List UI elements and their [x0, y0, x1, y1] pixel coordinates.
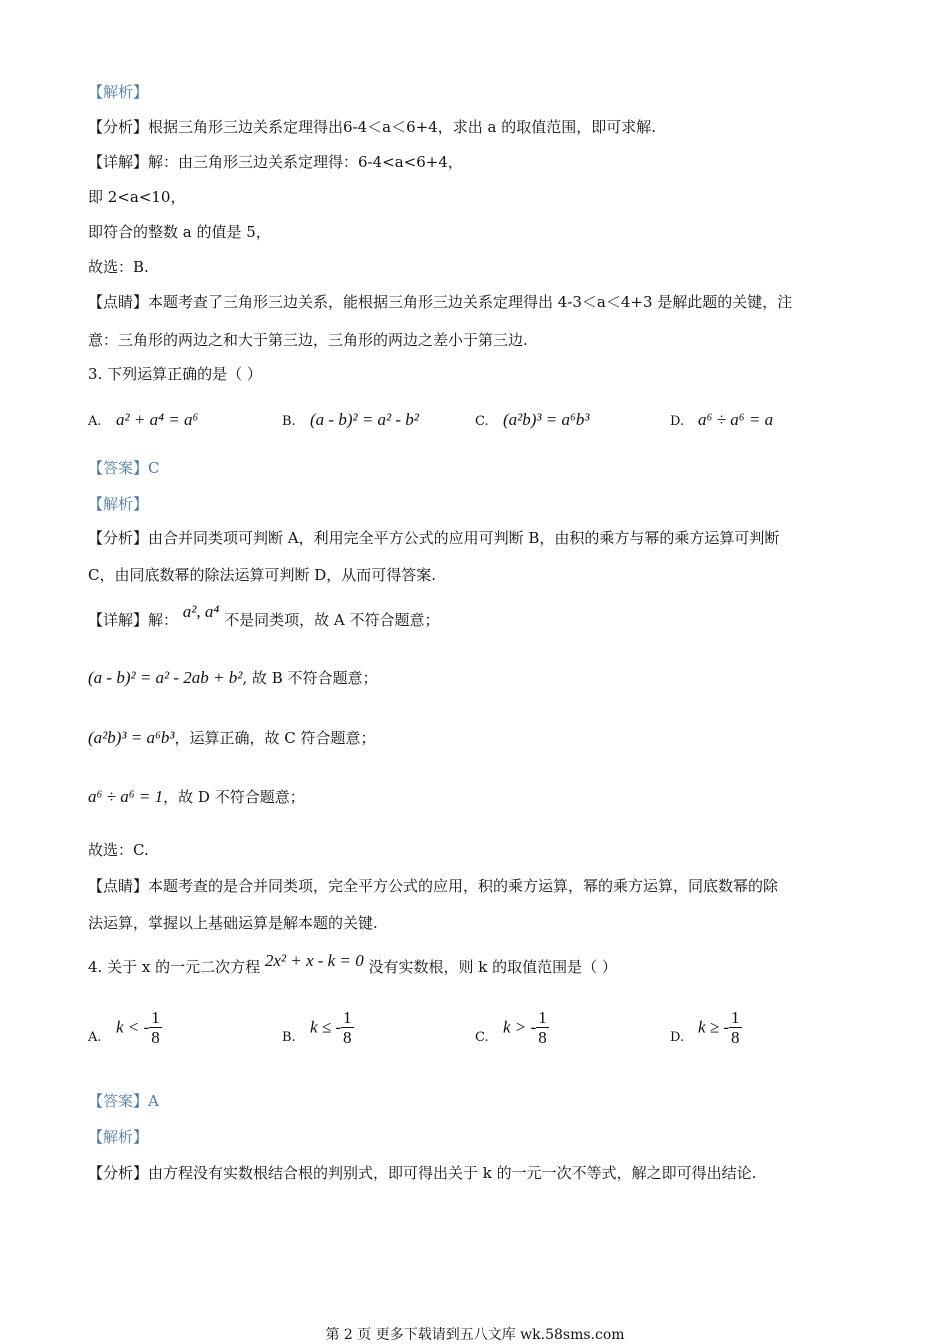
detail-text: ，故 D 不符合题意； — [163, 788, 305, 806]
option-label: B. — [282, 414, 296, 429]
section-tag-analysis: 【解析】 — [88, 1128, 149, 1146]
detail-line-c — [88, 728, 376, 748]
fraction-denominator: 8 — [151, 1028, 160, 1047]
option-lhs: k ≤ - — [310, 1017, 342, 1037]
answer-3: 【答案】C — [88, 459, 160, 477]
math-expr: (a - b)² = a² - 2ab + b² — [88, 668, 243, 687]
math-expr: (a²b)³ = a⁶b³ — [88, 728, 175, 747]
fraction — [149, 1008, 162, 1047]
option-1 — [282, 408, 419, 434]
option-expr: (a - b)² = a² - b² — [310, 410, 419, 429]
fraction — [341, 1008, 354, 1047]
option-0 — [88, 408, 198, 434]
math-expr: a², a⁴ — [182, 602, 220, 621]
selection-text: 故选：B. — [88, 258, 149, 276]
fraction — [536, 1008, 549, 1047]
option-label: C. — [475, 1029, 489, 1045]
option-1 — [282, 1008, 354, 1047]
comment-text: 法运算，掌握以上基础运算是解本题的关键. — [88, 914, 378, 932]
comment-text: 意：三角形的两边之和大于第三边，三角形的两边之差小于第三边. — [88, 331, 528, 349]
option-label: A. — [88, 414, 102, 429]
comment-text: 【点睛】本题考查了三角形三边关系，能根据三角形三边关系定理得出 4-3＜a＜4+3 是解此题的关键，注 — [88, 293, 793, 311]
question-3: 3. 下列运算正确的是（ ） — [88, 365, 262, 383]
fraction-denominator: 8 — [731, 1028, 740, 1047]
option-label: A. — [88, 1029, 102, 1045]
page-footer: 第 2 页 更多下载请到五八文库 wk.58sms.com — [325, 1327, 625, 1343]
fraction-denominator: 8 — [343, 1028, 352, 1047]
selection-text: 故选：C. — [88, 841, 149, 859]
option-2 — [475, 1008, 549, 1047]
option-lhs: k > - — [503, 1017, 537, 1037]
answer-4: 【答案】A — [88, 1092, 159, 1110]
detail-step: 即符合的整数 a 的值是 5， — [88, 223, 271, 241]
fraction-numerator: 1 — [731, 1008, 740, 1027]
detail-line-b — [88, 668, 378, 688]
detail-text: 【详解】解：由三角形三边关系定理得：6-4<a<6+4， — [88, 153, 463, 171]
option-label: D. — [670, 414, 685, 429]
detail-text: 不是同类项，故 A 不符合题意； — [224, 611, 440, 629]
math-expr: 2x² + x - k = 0 — [264, 951, 364, 970]
option-3 — [670, 1008, 742, 1047]
section-tag-analysis: 【解析】 — [88, 83, 149, 101]
question-text: 没有实数根，则 k 的取值范围是（ ） — [368, 958, 617, 976]
question-text: 4. 关于 x 的一元二次方程 — [88, 958, 261, 976]
detail-text: , 故 B 不符合题意； — [242, 669, 378, 687]
option-2 — [475, 408, 590, 434]
fraction-numerator: 1 — [151, 1008, 160, 1027]
detail-label: 【详解】解： — [88, 611, 179, 629]
fraction-numerator: 1 — [343, 1008, 352, 1027]
fraction — [729, 1008, 742, 1047]
option-lhs: k < - — [116, 1017, 150, 1037]
math-expr: a⁶ ÷ a⁶ = 1 — [88, 787, 164, 806]
detail-line-d — [88, 787, 305, 807]
option-label: C. — [475, 414, 489, 429]
detail-line-a — [88, 602, 440, 630]
option-3 — [670, 408, 773, 434]
analysis-text: 【分析】根据三角形三边关系定理得出6-4＜a＜6+4，求出 a 的取值范围，即可求解. — [88, 118, 657, 136]
comment-text: 【点睛】本题考查的是合并同类项，完全平方公式的应用，积的乘方运算，幂的乘方运算，同底数幂的除 — [88, 877, 779, 895]
fraction-numerator: 1 — [538, 1008, 547, 1027]
fraction-denominator: 8 — [538, 1028, 547, 1047]
option-0 — [88, 1008, 162, 1047]
option-expr: a⁶ ÷ a⁶ = a — [698, 410, 774, 429]
analysis-text: C，由同底数幂的除法运算可判断 D，从而可得答案. — [88, 566, 437, 584]
detail-text: ，运算正确，故 C 符合题意； — [174, 729, 376, 747]
option-label: B. — [282, 1029, 296, 1045]
option-expr: a² + a⁴ = a⁶ — [116, 410, 199, 429]
option-expr: (a²b)³ = a⁶b³ — [503, 410, 590, 429]
option-lhs: k ≥ - — [698, 1017, 730, 1037]
option-label: D. — [670, 1029, 685, 1045]
detail-step: 即 2<a<10， — [88, 188, 186, 206]
question-4 — [88, 951, 617, 977]
analysis-text: 【分析】由合并同类项可判断 A，利用完全平方公式的应用可判断 B，由积的乘方与幂的乘方运算可判断 — [88, 529, 780, 547]
analysis-text: 【分析】由方程没有实数根结合根的判别式，即可得出关于 k 的一元一次不等式，解之即可得出结论. — [88, 1164, 757, 1182]
section-tag-analysis: 【解析】 — [88, 495, 149, 513]
